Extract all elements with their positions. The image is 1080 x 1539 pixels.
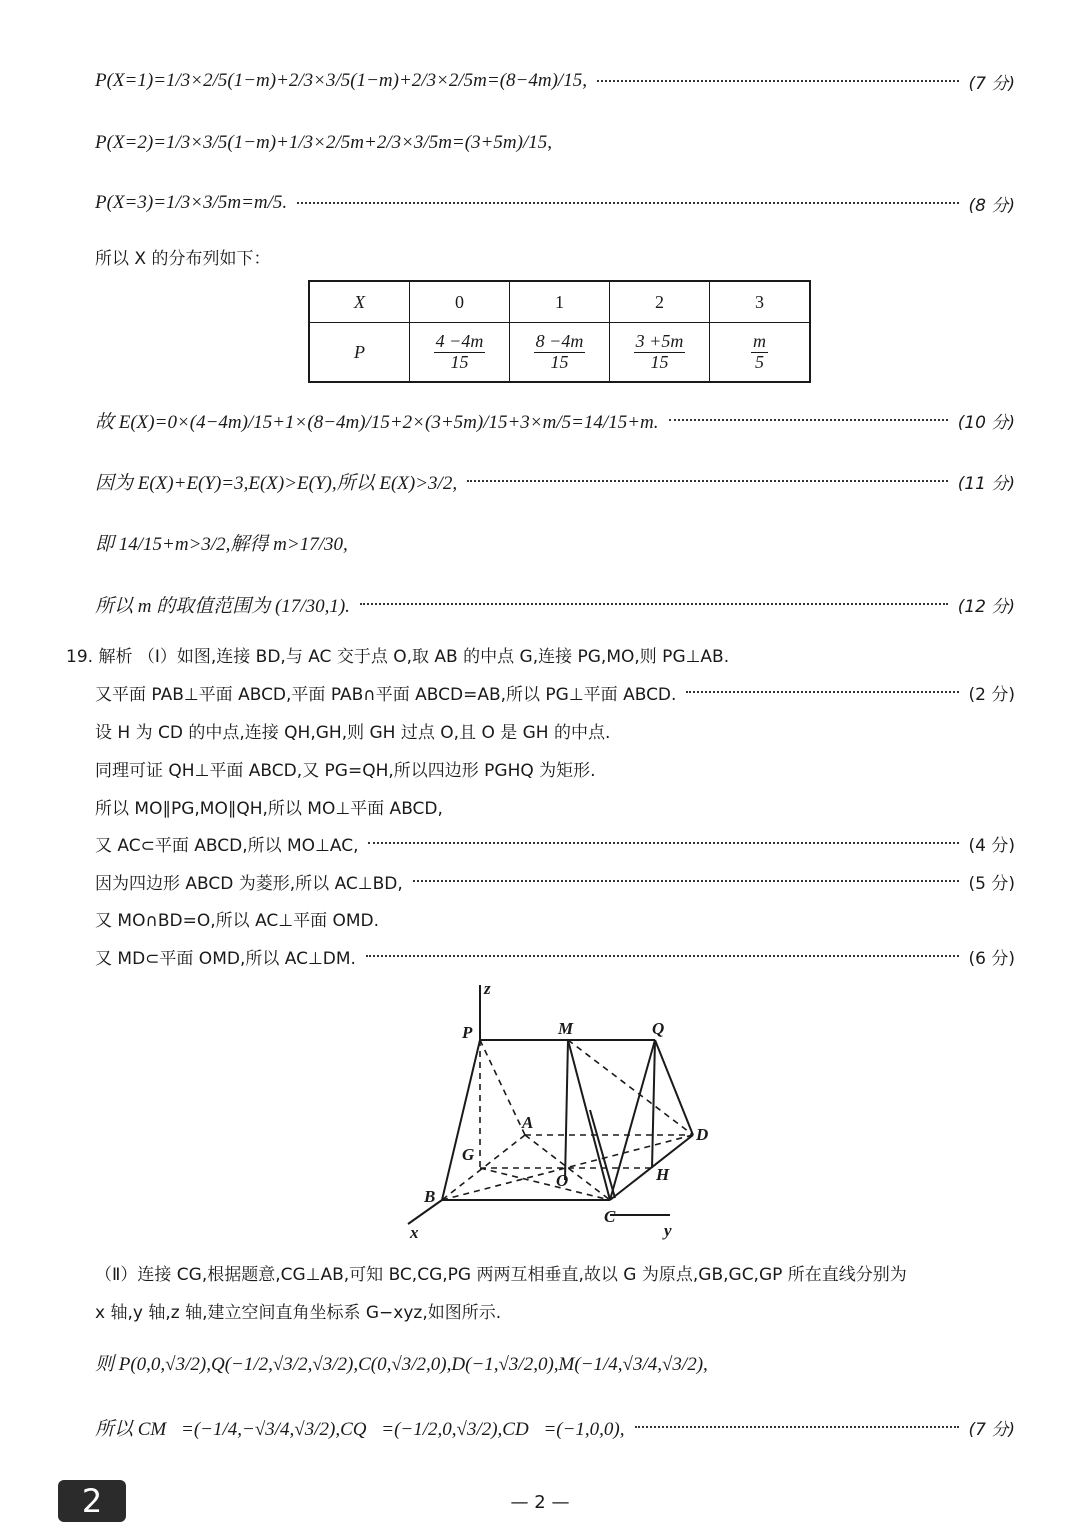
edge-qc: [610, 1040, 655, 1200]
fraction-numerator: 3 +5m: [635, 331, 684, 352]
line-text: 因为四边形 ABCD 为菱形,所以 AC⊥BD,: [95, 873, 403, 894]
line-text: 又 AC⊂平面 ABCD,所以 MO⊥AC,: [95, 835, 359, 856]
distribution-intro: [95, 236, 1015, 276]
score-label: (7 分): [968, 1419, 1015, 1440]
table-cell: 2: [610, 281, 710, 323]
leader-dots: [366, 955, 959, 957]
score-label: (6 分): [968, 948, 1015, 969]
line-text: （Ⅱ）连接 CG,根据题意,CG⊥AB,可知 BC,CG,PG 两两互相垂直,故以 G 为原点,GB,GC,GP 所在直线分别为: [95, 1264, 907, 1285]
score-label: (7 分): [968, 73, 1015, 94]
edge-mc2: [590, 1110, 615, 1198]
table-cell: [610, 323, 710, 383]
line-text: 所以 MO∥PG,MO∥QH,所以 MO⊥平面 ABCD,: [95, 798, 443, 819]
label-g: G: [462, 1145, 475, 1164]
leader-dots: [635, 1426, 959, 1428]
label-y: y: [664, 1221, 672, 1240]
page-badge: 2: [58, 1480, 126, 1522]
range-line: [95, 584, 1015, 624]
edge-qh: [652, 1040, 655, 1168]
leader-dots: [368, 842, 958, 844]
score-label: (4 分): [968, 835, 1015, 856]
score-label: (11 分): [957, 473, 1015, 494]
line-text: 所以 CM⃗=(−1/4,−√3/4,√3/2),CQ⃗=(−1/2,0,√3/2),CD⃗=(−1,0,0),: [95, 1418, 625, 1440]
proof-line: [95, 861, 1015, 901]
fraction-denominator: 15: [550, 352, 569, 372]
label-m: M: [558, 1019, 574, 1038]
leader-dots: [669, 419, 948, 421]
geometry-figure: [400, 980, 730, 1240]
proof-line: [95, 748, 1015, 788]
score-label: (5 分): [968, 873, 1015, 894]
proof-line: [95, 936, 1015, 976]
label-b: B: [424, 1187, 436, 1206]
table-cell: [710, 323, 811, 383]
proof-line: [95, 898, 1015, 938]
expectation-line: [95, 400, 1015, 440]
label-c: C: [604, 1207, 616, 1226]
edge-pa: [480, 1040, 525, 1135]
table-cell: 0: [410, 281, 510, 323]
prob-x1-line: [95, 61, 1015, 101]
label-x: x: [410, 1223, 419, 1240]
line-text: 同理可证 QH⊥平面 ABCD,又 PG=QH,所以四边形 PGHQ 为矩形.: [95, 760, 596, 781]
leader-dots: [686, 691, 958, 693]
line-text: P(X=3)=1/3×3/5m=m/5.: [95, 192, 288, 213]
distribution-table: [308, 280, 811, 383]
line-text: 因为 E(X)+E(Y)=3,E(X)>E(Y),所以 E(X)>3/2,: [95, 472, 458, 494]
line-text: 19. 解析 （Ⅰ）如图,连接 BD,与 AC 交于点 O,取 AB 的中点 G,连接 PG,MO,则 PG⊥AB.: [66, 646, 730, 667]
table-header-row: [309, 281, 810, 323]
line-text: 又 MO∩BD=O,所以 AC⊥平面 OMD.: [95, 910, 380, 931]
line-text: 设 H 为 CD 的中点,连接 QH,GH,则 GH 过点 O,且 O 是 GH 的中点.: [95, 722, 611, 743]
line-text: 所以 X 的分布列如下：: [95, 248, 271, 269]
label-h: H: [656, 1165, 670, 1184]
part2-line: [95, 1252, 1015, 1292]
edge-gc: [480, 1168, 610, 1200]
fraction-numerator: 8 −4m: [535, 331, 584, 352]
fraction-denominator: 5: [755, 352, 764, 372]
fraction-numerator: m: [753, 331, 766, 352]
fraction-numerator: 4 −4m: [435, 331, 484, 352]
page-number: — 2 —: [510, 1492, 570, 1513]
proof-line: [95, 786, 1015, 826]
line-text: 即 14/15+m>3/2,解得 m>17/30,: [95, 533, 348, 555]
line-text: P(X=2)=1/3×3/5(1−m)+1/3×2/5m+2/3×3/5m=(3+5m)/15,: [95, 132, 552, 153]
line-text: 则 P(0,0,√3/2),Q(−1/2,√3/2,√3/2),C(0,√3/2,0),D(−1,√3/2,0),M(−1/4,√3/4,√3/2),: [95, 1353, 708, 1375]
leader-dots: [597, 80, 959, 82]
proof-line: [95, 672, 1015, 712]
leader-dots: [360, 603, 948, 605]
table-cell: 3: [710, 281, 811, 323]
label-p: P: [462, 1023, 473, 1042]
score-label: (8 分): [968, 195, 1015, 216]
vectors-line: [95, 1407, 1015, 1447]
part2-line: [95, 1290, 1015, 1330]
proof-line: [95, 710, 1015, 750]
table-cell: 1: [510, 281, 610, 323]
prob-x3-line: [95, 183, 1015, 223]
label-d: D: [696, 1125, 709, 1144]
line-text: 又 MD⊂平面 OMD,所以 AC⊥DM.: [95, 948, 356, 969]
line-text: 故 E(X)=0×(4−4m)/15+1×(8−4m)/15+2×(3+5m)/15+3×m/5=14/15+m.: [95, 411, 659, 433]
label-z: z: [484, 980, 491, 998]
line-text: P(X=1)=1/3×2/5(1−m)+2/3×3/5(1−m)+2/3×2/5m=(8−4m)/15,: [95, 70, 587, 91]
label-o: O: [556, 1171, 569, 1190]
condition-line: [95, 461, 1015, 501]
score-label: (2 分): [968, 684, 1015, 705]
edge-pb: [442, 1040, 480, 1200]
table-cell: X: [309, 281, 410, 323]
table-row: [309, 323, 810, 383]
coordinates-line: [95, 1342, 1015, 1382]
line-text: 所以 m 的取值范围为 (17/30,1).: [95, 595, 350, 617]
table-row-label: P: [309, 323, 410, 383]
edge-mo: [565, 1040, 568, 1180]
fraction-denominator: 15: [450, 352, 469, 372]
leader-dots: [467, 480, 948, 482]
score-label: (10 分): [957, 412, 1015, 433]
score-label: (12 分): [957, 596, 1015, 617]
prob-x2-line: [95, 123, 1015, 163]
leader-dots: [413, 880, 959, 882]
fraction-denominator: 15: [650, 352, 669, 372]
edge-mc: [568, 1040, 610, 1200]
table-cell: [410, 323, 510, 383]
table-cell: [510, 323, 610, 383]
problem19-heading: [66, 634, 986, 674]
proof-line: [95, 823, 1015, 863]
inequality-line: [95, 522, 1015, 562]
line-text: x 轴,y 轴,z 轴,建立空间直角坐标系 G−xyz,如图所示.: [95, 1302, 502, 1323]
leader-dots: [297, 202, 958, 204]
label-a: A: [522, 1113, 534, 1132]
label-q: Q: [652, 1019, 665, 1038]
line-text: 又平面 PAB⊥平面 ABCD,平面 PAB∩平面 ABCD=AB,所以 PG⊥平面 ABCD.: [95, 684, 677, 705]
